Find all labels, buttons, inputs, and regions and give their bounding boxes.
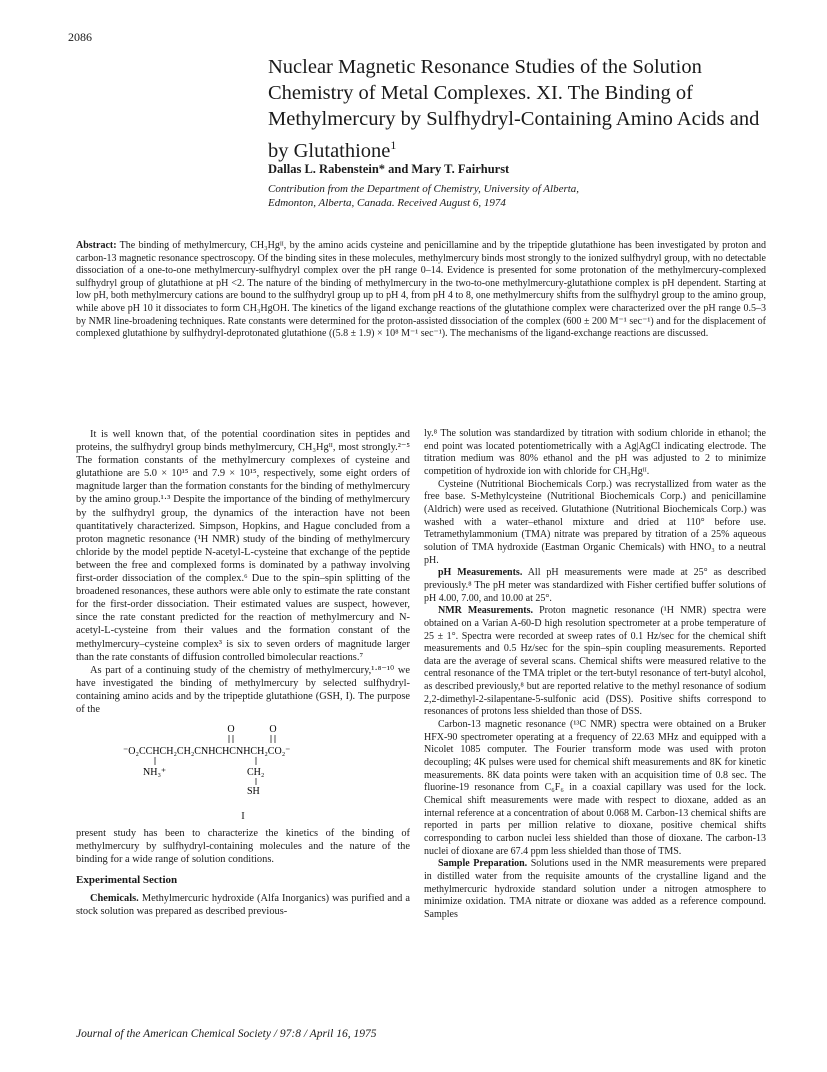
page-number: 2086: [68, 30, 92, 44]
structure-diagram: [123, 722, 363, 808]
amino-group: NH₃⁺: [143, 767, 167, 779]
nmr-text: Proton magnetic resonance (¹H NMR) spectra were obtained on a Varian A-60-D high resolution spectrometer at a probe temperature of 25 ± 1°. Spectra were recorded at sweep rates of 0.1 Hz/sec for the chemical shift measurements and 0.5 Hz/sec for the spin–spin coupling measurements. Reported data are the average of several scans. Chemical shifts were measured relative to the central resonance of the TMA triplet or the tert-butyl resonance of tert-butyl alcohol, as described previously,⁸ but are reported relative to the methyl resonance of sodium 2,2-dimethyl-2-silapentane-5-sulfonic acid (DSS). Positive shifts correspond to resonances of protons less shielded than those of DSS.: [424, 605, 767, 718]
experimental-heading: Experimental Section: [76, 874, 178, 887]
right-column: [424, 428, 766, 922]
chemicals-paragraph: [76, 892, 410, 918]
affiliation-line-2: Edmonton, Alberta, Canada. Received August 6, 1974: [268, 197, 506, 209]
left-column: [76, 428, 410, 918]
ph-runin: pH Measurements.: [438, 567, 523, 579]
carbonyl-o-1: O: [227, 724, 235, 736]
affiliation-line-1: Contribution from the Department of Chemistry, University of Alberta,: [268, 183, 580, 195]
title-footnote-marker: 1: [390, 138, 397, 152]
intro-paragraph-1: It is well known that, of the potential coordination sites in peptides and proteins, the sulfhydryl group binds methylmercury, CH₃Hgᴵᴵ, most strongly.²⁻⁵ The formation constants of the methylmercury complexes of cysteine and glutathione are 5.0 × 10¹⁵ and 7.9 × 10¹⁵, respectively, some eight orders of magnitude larger than the formation constants for the binding of methylmercury by the amino group.¹·³ Despite the importance of the binding of methylmercury by the sulfhydryl group, the dynamics of the interaction have not been quantitatively characterized. Simpson, Hopkins, and Hague concluded from a proton magnetic resonance (¹H NMR) study of the binding of methylmercury chloride by the model peptide N-acetyl-L-cysteine that exchange of the peptide between the free and complexed forms is dominated by a pathway involving first-order dissociation of the complex.⁶ Due to the spin–spin splitting of the broadened resonances, these authors were able only to estimate the rate constant for the first-order dissociation. Their estimated values are suspect, however, since the rate constant predicted for the reaction of methylmercury and N-acetyl-L-cysteine from their values and the formation constant of the methylmercury–cysteine complex³ is six to seven orders of magnitude larger than the rate constants of diffusion controlled bimolecular reactions.⁷: [76, 429, 410, 663]
intro-paragraph-3: present study has been to characterize the kinetics of the binding of methylmercury by sulfhydryl-containing molecules and the nature of the binding for a wide range of solution conditions.: [76, 828, 410, 866]
c13-paragraph: Carbon-13 magnetic resonance (¹³C NMR) spectra were obtained on a Bruker HFX-90 spectrometer operating at a frequency of 22.63 MHz and equipped with a Nicolet 1085 computer. The Fourier transform mode was used with proton decoupling; 4K pulses were used for chemical shift measurements and 8K for kinetic measurements. 8K data points were taken with an acquisition time of 0.8 sec. The fluorine-19 resonance from C₆F₆ in a coaxial capillary was used for the lock. Chemical shift measurements were made with respect to dioxane, added as an internal reference at a concentration of about 0.068 M. Carbon-13 chemical shifts are reported in parts per million relative to dioxane, positive chemical shifts corresponding to carbon nuclei less shielded than those of dioxane. The carbon-13 nuclei of dioxane are 67.4 ppm less shielded than those of TMS.: [424, 719, 766, 857]
chemicals-text: Methylmercuric hydroxide (Alfa Inorganics) was purified and a stock solution was prepared as described previous-: [76, 892, 410, 917]
abstract: [76, 240, 766, 341]
ph-text: All pH measurements were made at 25° as described previously.⁸ The pH meter was standardized with Fisher certified buffer solutions of pH 4.00, 7.00, and 10.00 at 25°.: [424, 567, 767, 604]
nmr-paragraph: [424, 605, 766, 719]
paper-title: [268, 54, 768, 164]
sulfhydryl-group: SH: [247, 786, 260, 798]
affiliation: [268, 182, 788, 210]
sample-runin: Sample Preparation.: [438, 858, 528, 870]
sample-paragraph: [424, 858, 766, 921]
sample-text: Solutions used in the NMR measurements were prepared in distilled water from the requisite amounts of the crystalline ligand and the methylmercuric hydroxide standard solution under a nitrogen atmosphere to minimize oxidation. TMA nitrate or dioxane was added as a reference compound. Samples: [424, 858, 766, 920]
compound-label: I: [241, 811, 245, 823]
chemicals-continued: ly.⁸ The solution was standardized by titration with sodium chloride in ethanol; the end point was located potentiometrically with a Ag|AgCl indicating electrode. The titration medium was 80% ethanol and the pH was adjusted to 2 to minimize competition of hydroxide ion with chloride for CH₃Hgᴵᴵ.: [424, 428, 766, 477]
nmr-runin: NMR Measurements.: [438, 605, 534, 617]
journal-footer: Journal of the American Chemical Society / 97:8 / April 16, 1975: [76, 1028, 377, 1040]
chemicals-runin: Chemicals.: [90, 892, 139, 904]
intro-paragraph-2: As part of a continuing study of the chemistry of methylmercury,¹·⁸⁻¹⁰ we have investigated the binding of methylmercury by selected sulfhydryl-containing amino acids and by the tripeptide glutathione (GSH, I). The purpose of the: [76, 664, 410, 715]
title-text: Nuclear Magnetic Resonance Studies of the Solution Chemistry of Metal Complexes. XI. The Binding of Methylmercury by Sulfhydryl-Containing Amino Acids and by Glutathione: [268, 56, 760, 162]
abstract-text: The binding of methylmercury, CH₃Hgᴵᴵ, by the amino acids cysteine and penicillamine and by the tripeptide glutathione has been investigated by proton and carbon-13 magnetic resonance spectroscopy. Of the binding sites in these molecules, methylmercury binds most strongly to the ionized sulfhydryl group, with no detectable dissociation of a one-to-one methylmercury-sulfhydryl complex over the pH range 0–14. Evidence is presented for some protonation of the methylmercury-complexed sulfhydryl group of glutathione at pH <2. The nature of the binding of methylmercury in the two-to-one methylmercury-glutathione complex is pH dependent. Starting at low pH, both methylmercury cations are bound to the sulfhydryl group up to pH 4, from pH 4 to 8, one methylmercury shifts from the sulfhydryl group to the amino group, while above pH 10 it dissociates to form CH₃HgOH. The kinetics of the ligand exchange reactions of the glutathione complex were characterized over the pH range 0.5–3 by NMR line-broadening techniques. Rate constants were determined for the proton-assisted dissociation of the complex (600 ± 200 M⁻¹ sec⁻¹) and for the displacement of complexed glutathione by sulfhydryl-deprotonated glutathione ((5.8 ± 1.9) × 10⁸ M⁻¹ sec⁻¹). The mechanisms of the ligand-exchange reactions are discussed.: [76, 240, 766, 340]
carbonyl-o-2: O: [269, 724, 277, 736]
authors: Dallas L. Rabenstein* and Mary T. Fairhurst: [268, 162, 510, 176]
ph-paragraph: [424, 567, 766, 605]
glutathione-structure: [76, 722, 410, 823]
methylene-group: CH₂: [247, 767, 265, 779]
chemicals-paragraph-2: Cysteine (Nutritional Biochemicals Corp.) was recrystallized from water as the free base. S-Methylcysteine (Nutritional Biochemicals Corp.) and penicillamine (Aldrich) were used as received. Glutathione (Nutritional Biochemicals Corp.) was washed with a water–ethanol mixture and dried at 110° before use. Tetramethylammonium (TMA) nitrate was prepared by titration of a 25% aqueous solution of TMA hydroxide (Eastman Organic Chemicals) with HNO₃ to a neutral pH.: [424, 478, 766, 566]
chain-formula: ⁻O₂CCHCH₂CH₂CNHCHCNHCH₂CO₂⁻: [123, 746, 291, 758]
abstract-label: Abstract:: [76, 240, 117, 251]
